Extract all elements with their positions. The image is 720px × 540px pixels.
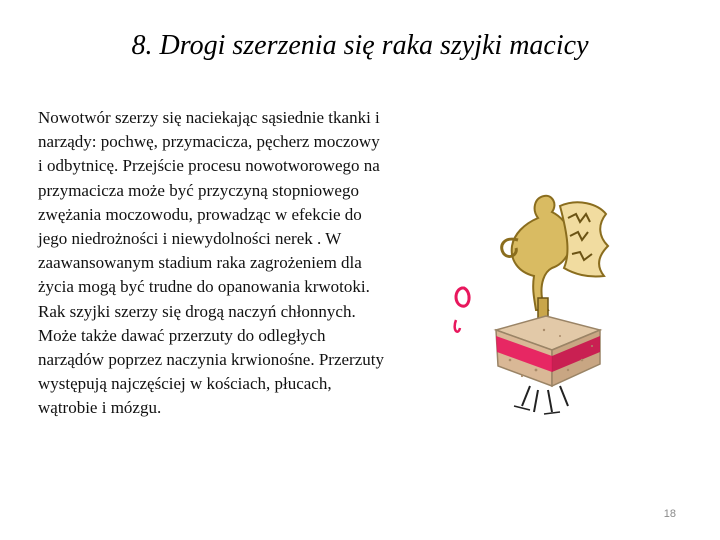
body-paragraph: Nowotwór szerzy się naciekając sąsiednie tkanki i narządy: pochwę, przymacicza, pęcherz moczowy i odbytnicę. Przejście procesu nowotworowego na przymacicza może być przyczyną stopniowego zwężania moczowodu, prowadząc w efekcie do jego niedrożności i niewydolności nerek . W zaawansowanym stadium raka zagrożeniem dla życia mogą być trudne do opanowania krwotoki. Rak szyjki szerzy się drogą naczyń chłonnych. Może także dawać przerzuty do odległych narządów poprzez naczynia krwionośne. Przerzuty występują najczęściej w kościach, płucach, wątrobie i mózgu. [38,108,384,418]
page-number: 18 [663,508,676,520]
slide-title: 8. Drogi szerzenia się raka szyjki macicy [131,30,589,61]
trophy-banner-icon [560,202,608,276]
leg-hatch-icon [514,406,560,414]
trophy-legs-icon [522,386,568,412]
scribble-loop-icon [456,288,469,306]
scribble-mark-icon [455,320,460,332]
trophy-cartoon-icon [448,180,628,428]
body-text [38,106,386,421]
